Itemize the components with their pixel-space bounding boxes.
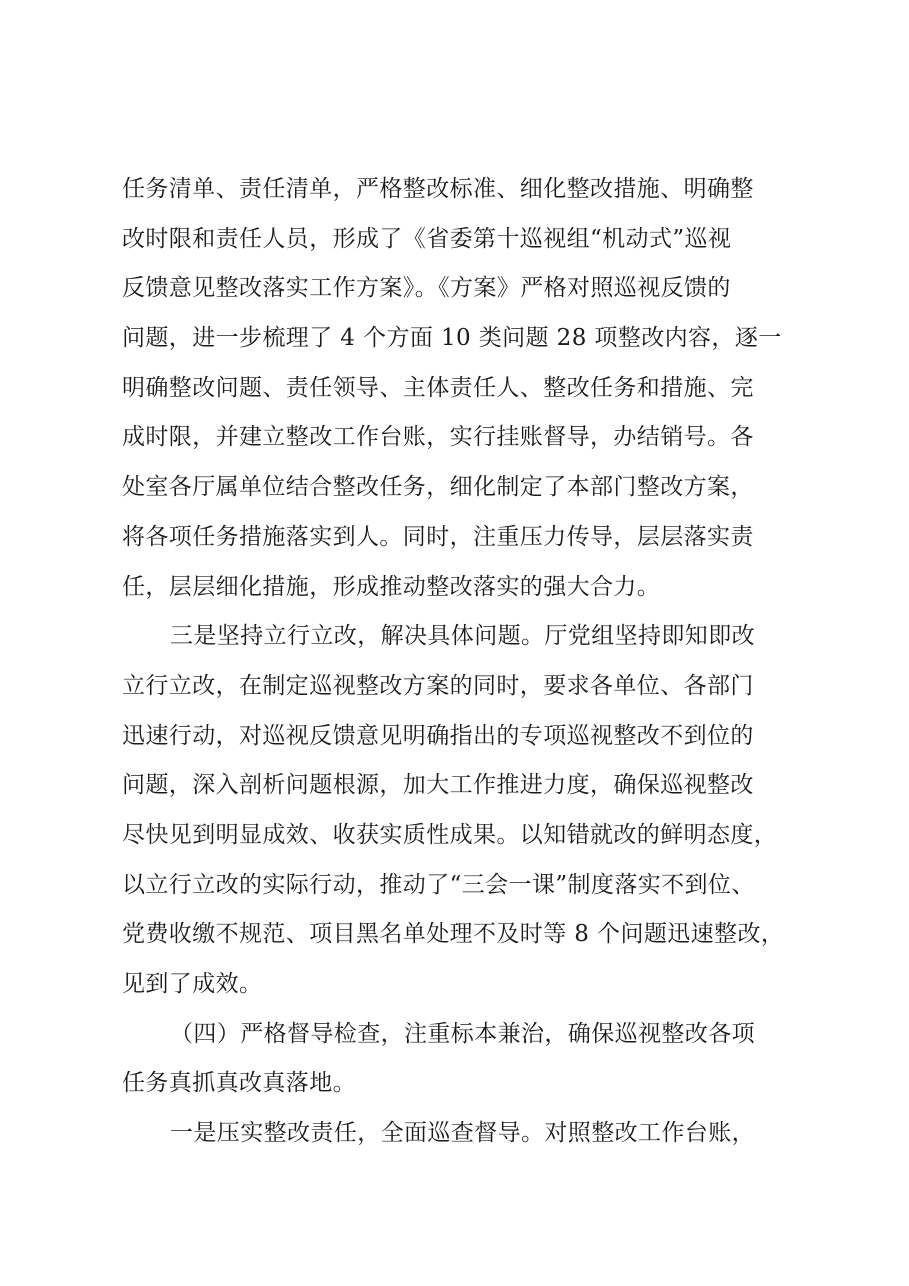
text-line: 问题，深入剖析问题根源，加大工作推进力度，确保巡视整改 [122,772,754,799]
text-line: 迅速行动，对巡视反馈意见明确指出的专项巡视整改不到位的 [122,722,754,749]
text-line: 以立行立改的实际行动，推动了“三会一课”制度落实不到位、 [122,871,755,898]
text-line: 任，层层细化措施，形成推动整改落实的强大合力。 [122,573,661,600]
text-line: 立行立改，在制定巡视整改方案的同时，要求各单位、各部门 [122,672,754,699]
text-line: 见到了成效。 [122,971,263,997]
text-line: 成时限，并建立整改工作台账，实行挂账督导，办结销号。各 [122,424,754,451]
section-heading-line: 任务真抓真改真落地。 [122,1070,356,1097]
text-line: 将各项任务措施落实到人。同时，注重压力传导，层层落实责 [122,523,754,550]
text-line: 党费收缴不规范、项目黑名单处理不及时等 8 个问题迅速整改， [122,921,785,948]
text-line: 反馈意见整改落实工作方案》。《方案》严格对照巡视反馈的 [122,275,731,302]
text-line: 问题，进一步梳理了 4 个方面 10 类问题 28 项整改内容，逐一 [122,325,782,352]
text-line: 尽快见到明显成效、收获实质性成果。以知错就改的鲜明态度， [122,821,778,848]
text-line: 任务清单、责任清单，严格整改标准、细化整改措施、明确整 [122,176,754,202]
text-line: 改时限和责任人员，形成了《省委第十巡视组“机动式”巡视 [122,225,732,252]
section-heading-line: （四）严格督导检查，注重标本兼治，确保巡视整改各项 [170,1020,755,1047]
text-line: 处室各厅属单位结合整改任务，细化制定了本部门整改方案， [122,474,754,501]
document-body [122,165,798,1159]
text-line: 明确整改问题、责任领导、主体责任人、整改任务和措施、完 [122,374,754,401]
paragraph-start-line: 一是压实整改责任，全面巡查督导。对照整改工作台账， [170,1120,755,1147]
paragraph-start-line: 三是坚持立行立改，解决具体问题。厅党组坚持即知即改 [170,623,755,650]
